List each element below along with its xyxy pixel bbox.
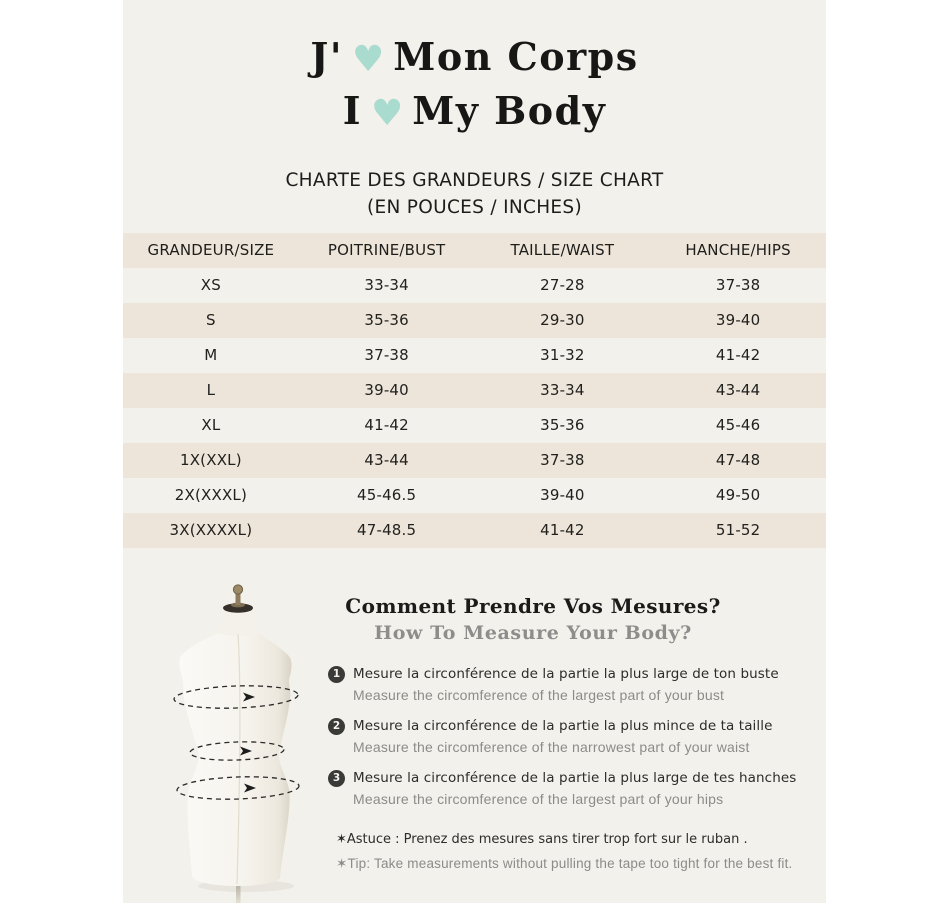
cell-size: L xyxy=(206,381,216,399)
cell-hips: 43-44 xyxy=(715,381,761,399)
cell-hips: 47-48 xyxy=(715,451,761,469)
cell-bust: 43-44 xyxy=(364,451,409,469)
cell-waist: 41-42 xyxy=(540,521,585,539)
cell-size: 2X(XXXL) xyxy=(174,486,248,504)
heart-icon: ♥ xyxy=(371,93,404,134)
cell-size: 1X(XXL) xyxy=(179,451,242,469)
table-row xyxy=(123,478,826,513)
cell-bust: 35-36 xyxy=(364,311,409,329)
torso xyxy=(179,631,291,886)
cell-size: S xyxy=(206,311,216,329)
brand-title-french xyxy=(123,34,826,80)
table-row xyxy=(123,373,826,408)
chart-units: (EN POUCES / INCHES) xyxy=(366,197,582,218)
cell-waist: 35-36 xyxy=(540,416,585,434)
cell-hips: 45-46 xyxy=(715,416,761,434)
cell-bust: 37-38 xyxy=(364,346,409,364)
finial-knob xyxy=(233,585,242,594)
brand-title-fr-prefix: J' xyxy=(310,34,343,79)
table-row xyxy=(123,268,826,303)
cell-waist: 31-32 xyxy=(540,346,585,364)
cell-waist: 27-28 xyxy=(540,276,585,294)
cell-bust: 41-42 xyxy=(364,416,409,434)
col-header-bust: POITRINE/BUST xyxy=(327,241,446,259)
cell-waist: 33-34 xyxy=(540,381,585,399)
step-2-number-badge: 2 xyxy=(328,718,345,735)
brand-title-english xyxy=(123,88,826,134)
measure-heading-english: How To Measure Your Body? xyxy=(374,622,692,644)
cell-waist: 37-38 xyxy=(540,451,585,469)
brand-title-en-prefix: I xyxy=(342,88,362,133)
size-table xyxy=(123,233,826,548)
cell-waist: 39-40 xyxy=(540,486,585,504)
col-header-hips: HANCHE/HIPS xyxy=(685,241,791,259)
step-3-instruction-en: Measure the circomference of the largest part of your hips xyxy=(353,791,724,807)
table-header-row xyxy=(123,233,826,268)
cell-size: M xyxy=(204,346,218,364)
cell-hips: 49-50 xyxy=(715,486,761,504)
step-3-instruction-fr: Mesure la circonférence de la partie la plus large de tes hanches xyxy=(353,770,797,786)
infographic-panel xyxy=(123,0,826,903)
cell-size: XL xyxy=(201,416,221,434)
col-header-waist: TAILLE/WAIST xyxy=(510,241,615,259)
step-2-instruction-en: Measure the circomference of the narrowest part of your waist xyxy=(353,739,750,755)
chart-title: CHARTE DES GRANDEURS / SIZE CHART xyxy=(285,170,664,191)
table-row xyxy=(123,408,826,443)
cell-size: XS xyxy=(200,276,221,294)
cell-bust: 33-34 xyxy=(364,276,409,294)
tip-french: ✶Astuce : Prenez des mesures sans tirer trop fort sur le ruban . xyxy=(336,832,748,847)
table-row xyxy=(123,303,826,338)
finial-stem xyxy=(236,593,241,605)
step-1-instruction-fr: Mesure la circonférence de la partie la plus large de ton buste xyxy=(353,666,779,682)
cell-hips: 51-52 xyxy=(715,521,761,539)
brand-title-fr-suffix: Mon Corps xyxy=(393,34,639,79)
step-2-instruction-fr: Mesure la circonférence de la partie la plus mince de ta taille xyxy=(353,718,773,734)
measure-heading-french: Comment Prendre Vos Mesures? xyxy=(345,594,721,618)
measure-step-2 xyxy=(328,716,808,758)
col-header-size: GRANDEUR/SIZE xyxy=(147,241,275,259)
measure-step-3 xyxy=(328,768,808,810)
measure-step-1 xyxy=(328,664,808,706)
step-3-number-badge: 3 xyxy=(328,770,345,787)
tip-english: ✶Tip: Take measurements without pulling the tape too tight for the best fit. xyxy=(336,856,793,871)
step-1-instruction-en: Measure the circomference of the largest part of your bust xyxy=(353,687,725,703)
table-row xyxy=(123,443,826,478)
cell-bust: 47-48.5 xyxy=(356,521,417,539)
cell-hips: 41-42 xyxy=(715,346,761,364)
brand-title-en-suffix: My Body xyxy=(412,88,607,133)
cell-hips: 39-40 xyxy=(715,311,761,329)
cell-waist: 29-30 xyxy=(540,311,585,329)
cell-size: 3X(XXXXL) xyxy=(169,521,253,539)
cell-bust: 45-46.5 xyxy=(356,486,417,504)
table-row xyxy=(123,338,826,373)
step-1-number-badge: 1 xyxy=(328,666,345,683)
dress-form-image xyxy=(150,570,330,903)
heart-icon: ♥ xyxy=(352,39,385,80)
cell-bust: 39-40 xyxy=(364,381,409,399)
cell-hips: 37-38 xyxy=(715,276,761,294)
table-row xyxy=(123,513,826,548)
